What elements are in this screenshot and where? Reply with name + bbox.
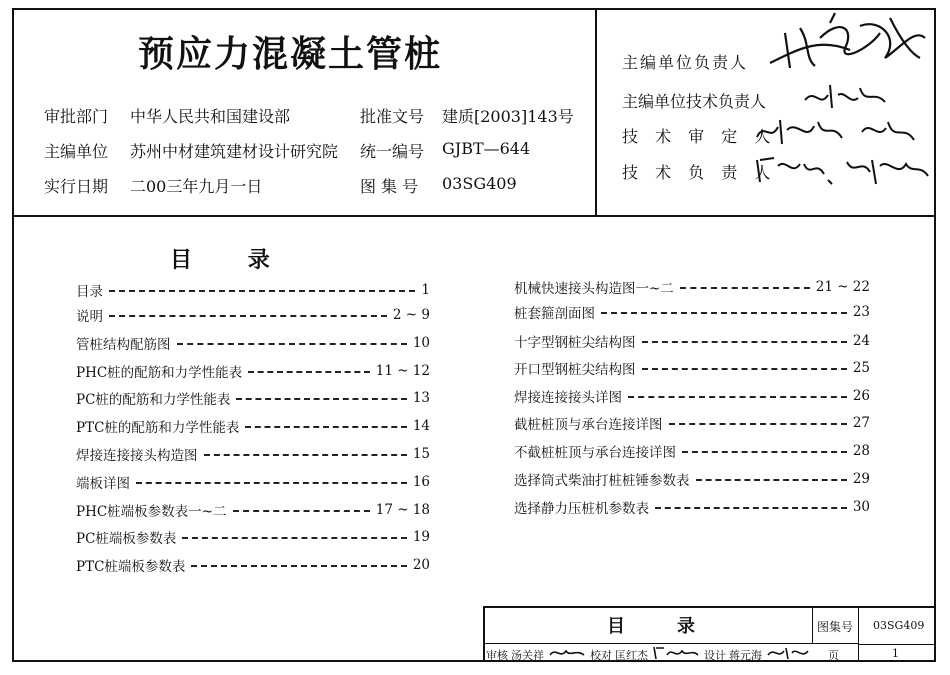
toc-item-label: 说明 <box>76 309 103 325</box>
toc-item-label: PC桩端板参数表 <box>76 531 177 547</box>
toc-item-label: 机械快速接头构造图一~二 <box>514 281 674 297</box>
leader-line <box>191 565 406 567</box>
leader-line <box>136 482 407 484</box>
toc-item[interactable] <box>76 470 430 494</box>
toc-item-page: 26 <box>852 388 870 404</box>
signature-review <box>548 645 588 661</box>
toc-item-label: PHC桩的配筋和力学性能表 <box>76 365 243 381</box>
leader-line <box>109 290 415 292</box>
toc-item-label: 焊接连接接头详图 <box>514 390 622 406</box>
toc-item-page: 21 ~ 22 <box>815 279 870 295</box>
toc-item-page: 19 <box>412 529 430 545</box>
leader-line <box>245 426 406 428</box>
approval-doc-value: 建质[2003]143号 <box>442 107 574 126</box>
toc-item-label: 选择静力压桩机参数表 <box>514 501 649 517</box>
toc-item[interactable] <box>514 329 870 353</box>
title-block-title-char-2: 录 <box>677 616 695 637</box>
toc-item-page: 20 <box>412 557 430 573</box>
toc-item-page: 24 <box>852 333 870 349</box>
leader-line <box>601 312 847 314</box>
toc-item-label: PHC桩端板参数表一~二 <box>76 504 227 520</box>
approval-dept-label: 审批部门 <box>44 107 109 126</box>
toc-item-page: 15 <box>412 446 430 462</box>
toc-item-label: 端板详图 <box>76 476 130 492</box>
leader-line <box>233 510 370 512</box>
review-name: 汤关祥 <box>511 649 544 662</box>
toc-item-page: 11 ~ 12 <box>375 363 430 379</box>
toc-item-label: 开口型钢桩尖结构图 <box>514 362 636 378</box>
toc-item-label: 管桩结构配筋图 <box>76 337 171 353</box>
approval-doc-label: 批准文号 <box>360 107 425 126</box>
toc-heading <box>170 243 270 274</box>
effective-date-label: 实行日期 <box>44 177 109 196</box>
toc-item-page: 2 ~ 9 <box>392 307 430 323</box>
leader-line <box>696 479 847 481</box>
leader-line <box>628 396 847 398</box>
toc-item-page: 30 <box>852 499 870 515</box>
leader-line <box>669 423 847 425</box>
toc-item-label: PTC桩的配筋和力学性能表 <box>76 420 240 436</box>
toc-item[interactable] <box>76 278 430 302</box>
page-label: 页 <box>828 649 839 662</box>
leader-line <box>680 287 810 289</box>
toc-item-label: 桩套箍剖面图 <box>514 306 595 322</box>
leader-line <box>655 507 847 509</box>
toc-item[interactable] <box>514 467 870 491</box>
toc-item-page: 27 <box>852 415 870 431</box>
tech-approver-label: 技 术 审 定 人 <box>622 127 777 146</box>
toc-item[interactable] <box>514 411 870 435</box>
toc-item-label: 十字型钢桩尖结构图 <box>514 335 636 351</box>
chief-unit-head-label: 主编单位负责人 <box>622 53 749 72</box>
toc-item[interactable] <box>76 359 430 383</box>
toc-item[interactable] <box>76 414 430 438</box>
toc-item-page: 25 <box>852 360 870 376</box>
editor-unit-label: 主编单位 <box>44 142 109 161</box>
atlas-no-value: 03SG409 <box>442 174 517 193</box>
leader-line <box>248 371 370 373</box>
editor-unit-value: 苏州中材建筑建材设计研究院 <box>130 142 339 161</box>
leader-line <box>642 368 847 370</box>
toc-item-label: 焊接连接接头构造图 <box>76 448 198 464</box>
toc-item-page: 10 <box>412 335 430 351</box>
leader-line <box>236 398 406 400</box>
effective-date-value: 二00三年九月一日 <box>130 177 263 196</box>
toc-heading-char-2: 录 <box>247 248 270 273</box>
toc-item-label: 目录 <box>76 284 103 300</box>
toc-item-page: 1 <box>421 282 430 298</box>
unified-no-value: GJBT—644 <box>442 139 531 158</box>
toc-item-page: 16 <box>412 474 430 490</box>
toc-item[interactable] <box>514 275 870 299</box>
toc-item[interactable] <box>76 498 430 522</box>
signature-chief-unit-tech-head <box>800 80 890 115</box>
toc-item[interactable] <box>514 495 870 519</box>
toc-item-label: PTC桩端板参数表 <box>76 559 186 575</box>
leader-line <box>682 451 847 453</box>
check-label: 校对 <box>590 649 612 662</box>
toc-item[interactable] <box>76 553 430 577</box>
toc-heading-char-1: 目 <box>170 248 193 273</box>
title-block-rule <box>859 644 936 645</box>
page-value: 1 <box>892 647 899 660</box>
toc-item[interactable] <box>514 356 870 380</box>
approval-dept-value: 中华人民共和国建设部 <box>130 107 291 126</box>
leader-line <box>642 341 847 343</box>
chief-unit-tech-head-label: 主编单位技术负责人 <box>622 92 767 111</box>
review-label: 审核 <box>486 649 508 662</box>
signature-tech-approver <box>752 112 922 152</box>
check-name: 匡红杰 <box>615 649 648 662</box>
signature-chief-unit-head <box>760 8 930 78</box>
toc-item[interactable] <box>76 331 430 355</box>
toc-item-label: PC桩的配筋和力学性能表 <box>76 392 231 408</box>
title-block-atlas-value: 03SG409 <box>873 619 925 632</box>
toc-item-label: 不截桩桩顶与承台连接详图 <box>514 445 676 461</box>
signature-check <box>652 645 702 661</box>
toc-item-page: 23 <box>852 304 870 320</box>
toc-item-page: 28 <box>852 443 870 459</box>
toc-item[interactable] <box>76 303 430 327</box>
toc-item-label: 选择筒式柴油打桩桩锤参数表 <box>514 473 690 489</box>
unified-no-label: 统一编号 <box>360 142 425 161</box>
title-block-atlas-label: 图集号 <box>817 620 854 634</box>
design-label: 设计 <box>704 649 726 662</box>
atlas-no-label: 图 集 号 <box>360 177 419 196</box>
toc-item-label: 截桩桩顶与承台连接详图 <box>514 417 663 433</box>
signature-tech-lead <box>752 150 932 190</box>
header-divider <box>12 215 936 217</box>
leader-line <box>109 315 387 317</box>
document-title: 预应力混凝土管桩 <box>137 34 442 75</box>
toc-item-page: 14 <box>412 418 430 434</box>
header-split-line <box>595 8 597 217</box>
toc-item[interactable] <box>514 439 870 463</box>
toc-item[interactable] <box>76 442 430 466</box>
toc-item[interactable] <box>514 300 870 324</box>
toc-item-page: 17 ~ 18 <box>375 502 430 518</box>
leader-line <box>204 454 407 456</box>
toc-item[interactable] <box>76 386 430 410</box>
leader-line <box>177 343 407 345</box>
toc-item[interactable] <box>514 384 870 408</box>
toc-item[interactable] <box>76 525 430 549</box>
tech-lead-label: 技 术 负 责 人 <box>622 163 777 182</box>
title-block-title-char-1: 目 <box>607 616 625 637</box>
design-name: 蒋元海 <box>729 649 762 662</box>
title-block-title-cell <box>483 606 813 644</box>
signature-design <box>766 645 812 661</box>
toc-item-page: 29 <box>852 471 870 487</box>
leader-line <box>182 537 406 539</box>
toc-item-page: 13 <box>412 390 430 406</box>
